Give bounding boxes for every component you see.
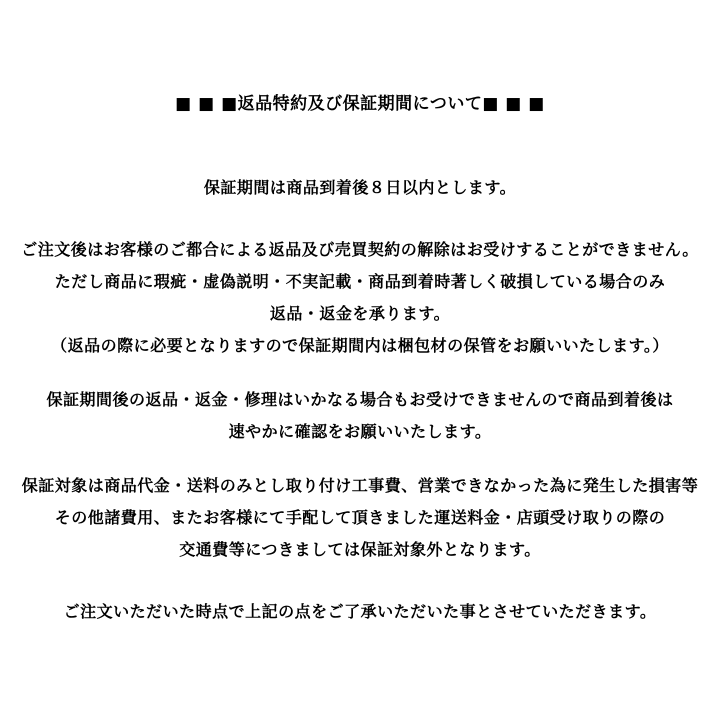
paragraph-return-conditions xyxy=(0,234,720,362)
text-line: その他諸費用、またお客様にて手配して頂きました運送料金・店頭受け取りの際の xyxy=(54,508,666,527)
text-line: 交通費等につきましては保証対象外となります。 xyxy=(179,540,541,559)
text-line: 保証期間後の返品・返金・修理はいかなる場合もお受けできませんので商品到着後は xyxy=(46,390,674,409)
document-title: ■ ■ ■返品特約及び保証期間について■ ■ ■ xyxy=(175,94,545,114)
text-line: 速やかに確認をお願いいたします。 xyxy=(228,422,492,441)
text-line: 保証対象は商品代金・送料のみとし取り付け工事費、営業できなかった為に発生した損害等 xyxy=(21,476,699,495)
paragraph-after-warranty-policy xyxy=(0,384,720,448)
text-line: ただし商品に瑕疵・虚偽説明・不実記載・商品到着時著しく破損している場合のみ xyxy=(54,272,666,291)
text-line: 返品・返金を承ります。 xyxy=(269,304,451,323)
text-line: （返品の際に必要となりますので保証期間内は梱包材の保管をお願いいたします。） xyxy=(51,336,669,355)
text-line: 保証期間は商品到着後８日以内とします。 xyxy=(203,178,517,197)
paragraph-warranty-period xyxy=(0,172,720,204)
paragraph-warranty-scope xyxy=(0,470,720,566)
text-line: ご注文後はお客様のご都合による返品及び売買契約の解除はお受けすることができません。 xyxy=(21,240,699,259)
text-line: ご注文いただいた時点で上記の点をご了承いただいた事とさせていただきます。 xyxy=(63,602,657,621)
paragraph-order-acknowledgement xyxy=(0,596,720,628)
